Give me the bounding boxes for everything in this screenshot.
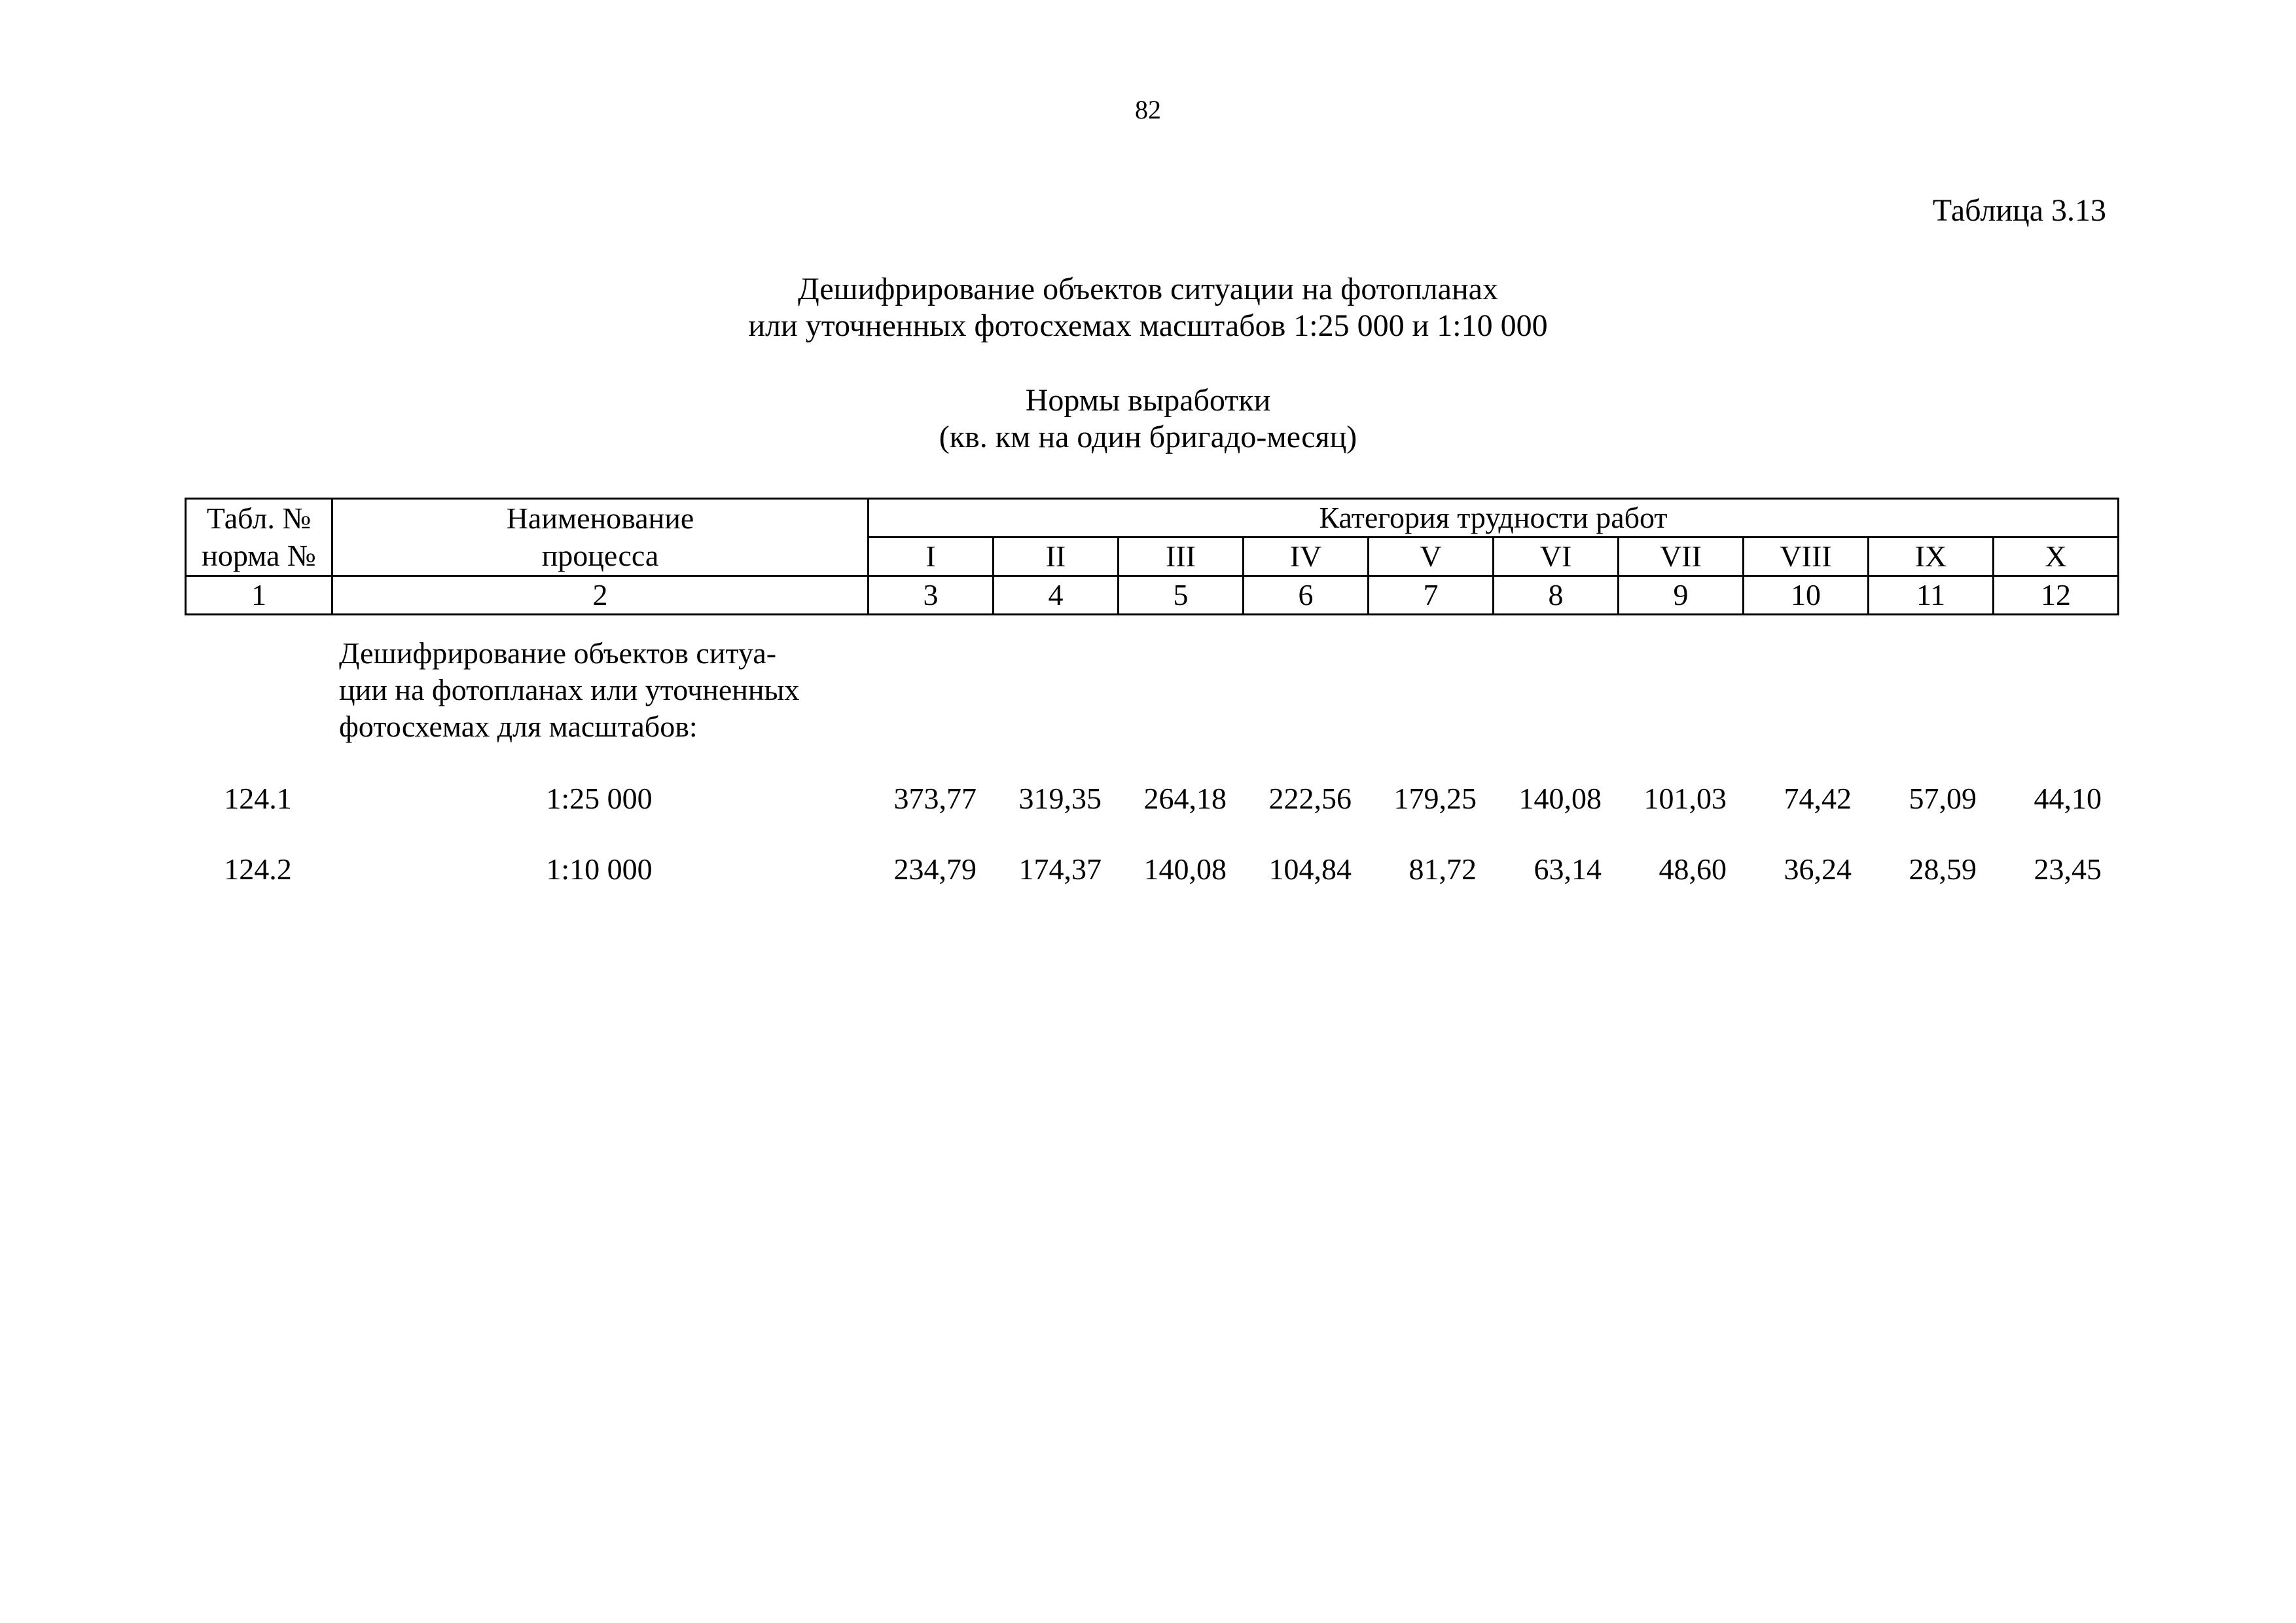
section-title: [339, 635, 876, 745]
value-cell: 74,42: [1784, 782, 1852, 815]
category-cell: IX: [1869, 538, 1994, 576]
value-cell: 140,08: [1518, 782, 1602, 815]
value-cell: 101,03: [1643, 782, 1727, 815]
header-row-2: [186, 538, 2119, 576]
section-title-line-2: ции на фотопланах или уточненных: [339, 673, 800, 706]
table-row: [185, 850, 2115, 889]
process-name: 1:10 000: [546, 852, 653, 886]
header-code-line-2: норма №: [186, 538, 332, 576]
column-number-cell: 4: [994, 576, 1119, 615]
norms-subtitle: [0, 382, 2296, 456]
category-cell: X: [1994, 538, 2119, 576]
value-cell: 222,56: [1268, 782, 1352, 815]
value-cell: 234,79: [893, 852, 977, 886]
category-cell: VI: [1494, 538, 1619, 576]
header-row-1: [186, 499, 2119, 538]
column-number-cell: 10: [1744, 576, 1869, 615]
column-number-cell: 11: [1869, 576, 1994, 615]
header-name-line-2: процесса: [332, 538, 869, 576]
section-title-line-1: Дешифрирование объектов ситуа-: [339, 636, 777, 670]
value-cell: 373,77: [893, 782, 977, 815]
column-number-cell: 8: [1494, 576, 1619, 615]
category-cell: II: [994, 538, 1119, 576]
header-category-title: Категория трудности работ: [869, 499, 2119, 538]
column-number-cell: 2: [332, 576, 869, 615]
norm-code: 124.2: [224, 852, 292, 886]
value-cell: 319,35: [1018, 782, 1102, 815]
table-row: [185, 779, 2115, 818]
value-cell: 48,60: [1659, 852, 1727, 886]
header-name-line-1: Наименование: [332, 499, 869, 538]
category-cell: VII: [1619, 538, 1744, 576]
value-cell: 57,09: [1909, 782, 1977, 815]
category-cell: V: [1369, 538, 1494, 576]
norms-subtitle-line-2: (кв. км на один бригадо-месяц): [939, 420, 1357, 454]
value-cell: 264,18: [1143, 782, 1227, 815]
column-number-cell: 6: [1244, 576, 1369, 615]
header-numbers-row: [186, 576, 2119, 615]
value-cell: 140,08: [1143, 852, 1227, 886]
column-number-cell: 7: [1369, 576, 1494, 615]
column-number-cell: 12: [1994, 576, 2119, 615]
column-number-cell: 3: [869, 576, 994, 615]
norms-table-header: [185, 498, 2119, 615]
column-number-cell: 1: [186, 576, 332, 615]
value-cell: 28,59: [1909, 852, 1977, 886]
value-cell: 63,14: [1534, 852, 1602, 886]
value-cell: 36,24: [1784, 852, 1852, 886]
value-cell: 104,84: [1268, 852, 1352, 886]
header-code-line-1: Табл. №: [186, 499, 332, 538]
value-cell: 44,10: [2034, 782, 2102, 815]
category-cell: IV: [1244, 538, 1369, 576]
page-number: 82: [1135, 95, 1161, 124]
section-title-line-3: фотосхемах для масштабов:: [339, 710, 698, 743]
value-cell: 23,45: [2034, 852, 2102, 886]
norms-subtitle-line-1: Нормы выработки: [1025, 383, 1271, 418]
column-number-cell: 9: [1619, 576, 1744, 615]
value-cell: 81,72: [1408, 852, 1477, 886]
category-cell: III: [1119, 538, 1244, 576]
value-cell: 179,25: [1393, 782, 1477, 815]
category-cell: VIII: [1744, 538, 1869, 576]
table-title: [0, 271, 2296, 344]
table-label: Таблица 3.13: [1932, 193, 2106, 228]
table-title-line-1: Дешифрирование объектов ситуации на фотопланах: [798, 272, 1498, 306]
table-title-line-2: или уточненных фотосхемах масштабов 1:25 000 и 1:10 000: [748, 308, 1548, 343]
process-name: 1:25 000: [546, 782, 653, 815]
column-number-cell: 5: [1119, 576, 1244, 615]
norm-code: 124.1: [224, 782, 292, 815]
category-cell: I: [869, 538, 994, 576]
value-cell: 174,37: [1018, 852, 1102, 886]
